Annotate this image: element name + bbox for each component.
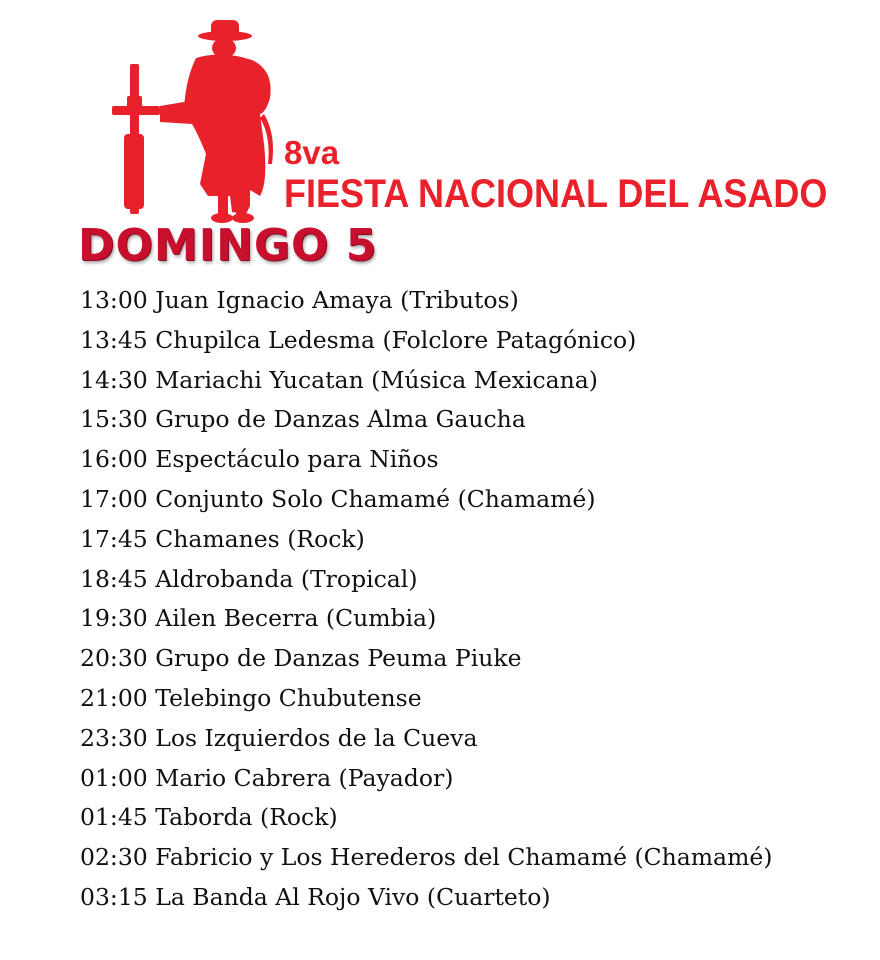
schedule-item (80, 400, 772, 440)
schedule-time: 13:00 (80, 286, 148, 314)
schedule-act: La Banda Al Rojo Vivo (Cuarteto) (155, 882, 551, 911)
schedule-item (80, 838, 772, 878)
event-title: FIESTA NACIONAL DEL ASADO (284, 172, 828, 216)
schedule-act: Aldrobanda (Tropical) (155, 564, 418, 593)
schedule-item (80, 878, 772, 918)
schedule-act: Espectáculo para Niños (155, 445, 439, 474)
schedule-act: Chamanes (Rock) (155, 524, 365, 553)
schedule-item (80, 798, 772, 838)
schedule-item (80, 480, 772, 520)
schedule-item (80, 321, 772, 361)
schedule-item (80, 361, 772, 401)
schedule-time: 17:00 (80, 484, 148, 513)
schedule-item (80, 281, 772, 321)
schedule-time: 16:00 (80, 445, 148, 474)
schedule-act: Fabricio y Los Herederos del Chamamé (Chamamé) (155, 843, 773, 872)
schedule-time: 15:30 (80, 405, 148, 434)
schedule-act: Mariachi Yucatan (Música Mexicana) (155, 365, 598, 394)
schedule-act: Chupilca Ledesma (Folclore Patagónico) (155, 325, 637, 354)
schedule-time: 23:30 (80, 723, 148, 752)
schedule-time: 18:45 (80, 564, 148, 593)
schedule-item (80, 440, 772, 480)
schedule-act: Grupo de Danzas Alma Gaucha (155, 405, 526, 434)
schedule-act: Telebingo Chubutense (155, 683, 422, 712)
schedule-time: 01:45 (80, 803, 148, 832)
schedule-item (80, 599, 772, 639)
schedule-time: 20:30 (80, 644, 148, 673)
schedule-time: 13:45 (80, 325, 148, 354)
schedule-time: 02:30 (80, 843, 148, 872)
edition-label: 8va (284, 134, 340, 171)
schedule-act: Los Izquierdos de la Cueva (155, 723, 478, 752)
schedule-time: 01:00 (80, 763, 148, 792)
schedule-item (80, 639, 772, 679)
schedule-act: Mario Cabrera (Payador) (155, 763, 454, 792)
schedule-item (80, 560, 772, 600)
schedule-act: Conjunto Solo Chamamé (Chamamé) (155, 484, 596, 513)
schedule-item (80, 679, 772, 719)
schedule-act: Grupo de Danzas Peuma Piuke (155, 644, 522, 673)
schedule-time: 14:30 (80, 365, 148, 394)
schedule-item (80, 759, 772, 799)
schedule-act: Juan Ignacio Amaya (Tributos) (155, 286, 519, 314)
schedule-time: 03:15 (80, 882, 148, 911)
schedule-act: Taborda (Rock) (155, 803, 338, 832)
gaucho-logo-icon (100, 14, 290, 224)
day-title: DOMINGO 5 (78, 220, 378, 271)
schedule-act: Ailen Becerra (Cumbia) (155, 604, 437, 633)
schedule-item (80, 520, 772, 560)
schedule-item (80, 719, 772, 759)
schedule-time: 19:30 (80, 604, 148, 633)
schedule-time: 21:00 (80, 683, 148, 712)
schedule-list (80, 281, 772, 918)
schedule-time: 17:45 (80, 524, 148, 553)
